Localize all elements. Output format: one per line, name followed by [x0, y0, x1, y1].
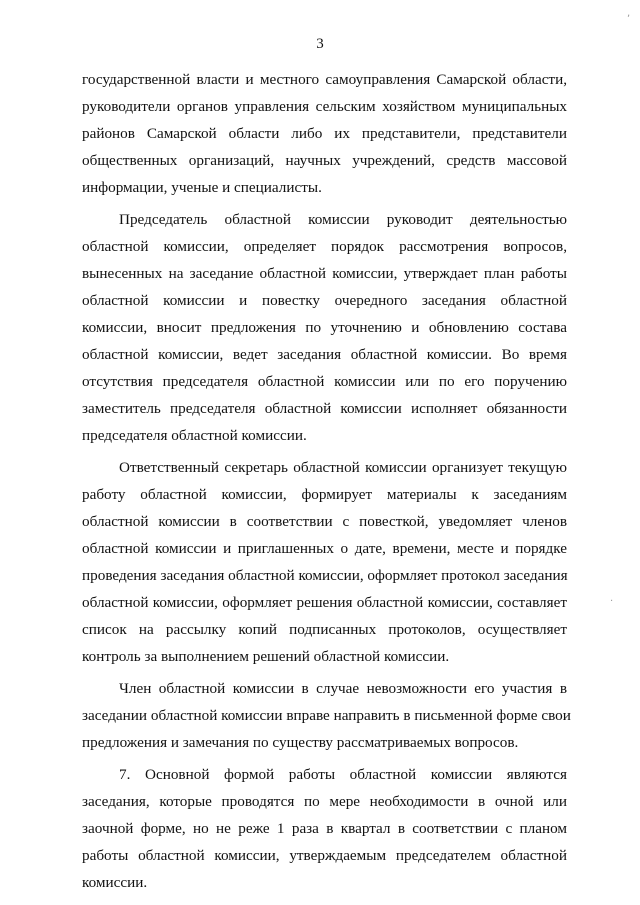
text-line: 7. Основной формой работы областной комиссии являются: [119, 766, 567, 783]
paragraph: [82, 66, 567, 201]
paragraph: [82, 675, 571, 756]
text-line: областной комиссии, определяет порядок рассмотрения вопросов,: [82, 238, 567, 255]
text-line: районов Самарской области либо их представители, представители: [82, 125, 567, 142]
text-line: руководители органов управления сельским хозяйством муниципальных: [82, 98, 567, 115]
text-line: Председатель областной комиссии руководит деятельностью: [119, 211, 567, 228]
text-line: работы областной комиссии, утверждаемым председателем областной: [82, 847, 567, 864]
text-line: областной комиссии и повестку очередного заседания областной: [82, 292, 567, 309]
text-line: информации, ученые и специалисты.: [82, 179, 322, 196]
scan-mark: ,: [627, 8, 631, 19]
text-line: отсутствия председателя областной комиссии или по его поручению: [82, 373, 567, 390]
paragraph: [82, 206, 567, 449]
document-body: [82, 66, 571, 896]
text-line: комиссии, вносит предложения по уточнению и обновлению состава: [82, 319, 567, 336]
page-number: 3: [316, 36, 324, 52]
text-line: работу областной комиссии, формирует материалы к заседаниям: [82, 486, 567, 503]
text-line: заочной форме, но не реже 1 раза в квартал в соответствии с планом: [82, 820, 567, 837]
text-line: областной комиссии в соответствии с повесткой, уведомляет членов: [82, 513, 567, 530]
text-line: комиссии.: [82, 874, 148, 891]
text-line: Ответственный секретарь областной комиссии организует текущую: [119, 459, 567, 476]
paragraph: [82, 761, 567, 896]
text-line: Член областной комиссии в случае невозможности его участия в: [119, 680, 567, 697]
paragraph: [82, 454, 567, 670]
text-line: областной комиссии, оформляет решения областной комиссии, составляет: [82, 594, 567, 611]
text-line: заместитель председателя областной комиссии исполняет обязанности: [82, 400, 567, 417]
text-line: контроль за выполнением решений областной комиссии.: [82, 648, 450, 665]
text-line: заседания, которые проводятся по мере необходимости в очной или: [82, 793, 567, 810]
text-line: проведения заседания областной комиссии, оформляет протокол заседания: [82, 567, 568, 584]
text-line: общественных организаций, научных учреждений, средств массовой: [82, 152, 567, 169]
text-line: председателя областной комиссии.: [82, 427, 307, 444]
text-line: список на рассылку копий подписанных протоколов, осуществляет: [82, 621, 567, 638]
text-line: областной комиссии и приглашенных о дате, времени, месте и порядке: [82, 540, 567, 557]
scan-mark: ·: [610, 596, 614, 607]
text-line: государственной власти и местного самоуправления Самарской области,: [82, 71, 567, 88]
text-line: предложения и замечания по существу рассматриваемых вопросов.: [82, 734, 519, 751]
text-line: областной комиссии, ведет заседания областной комиссии. Во время: [82, 346, 567, 363]
text-line: вынесенных на заседание областной комиссии, утверждает план работы: [82, 265, 567, 282]
text-line: заседании областной комиссии вправе направить в письменной форме свои: [82, 707, 571, 724]
